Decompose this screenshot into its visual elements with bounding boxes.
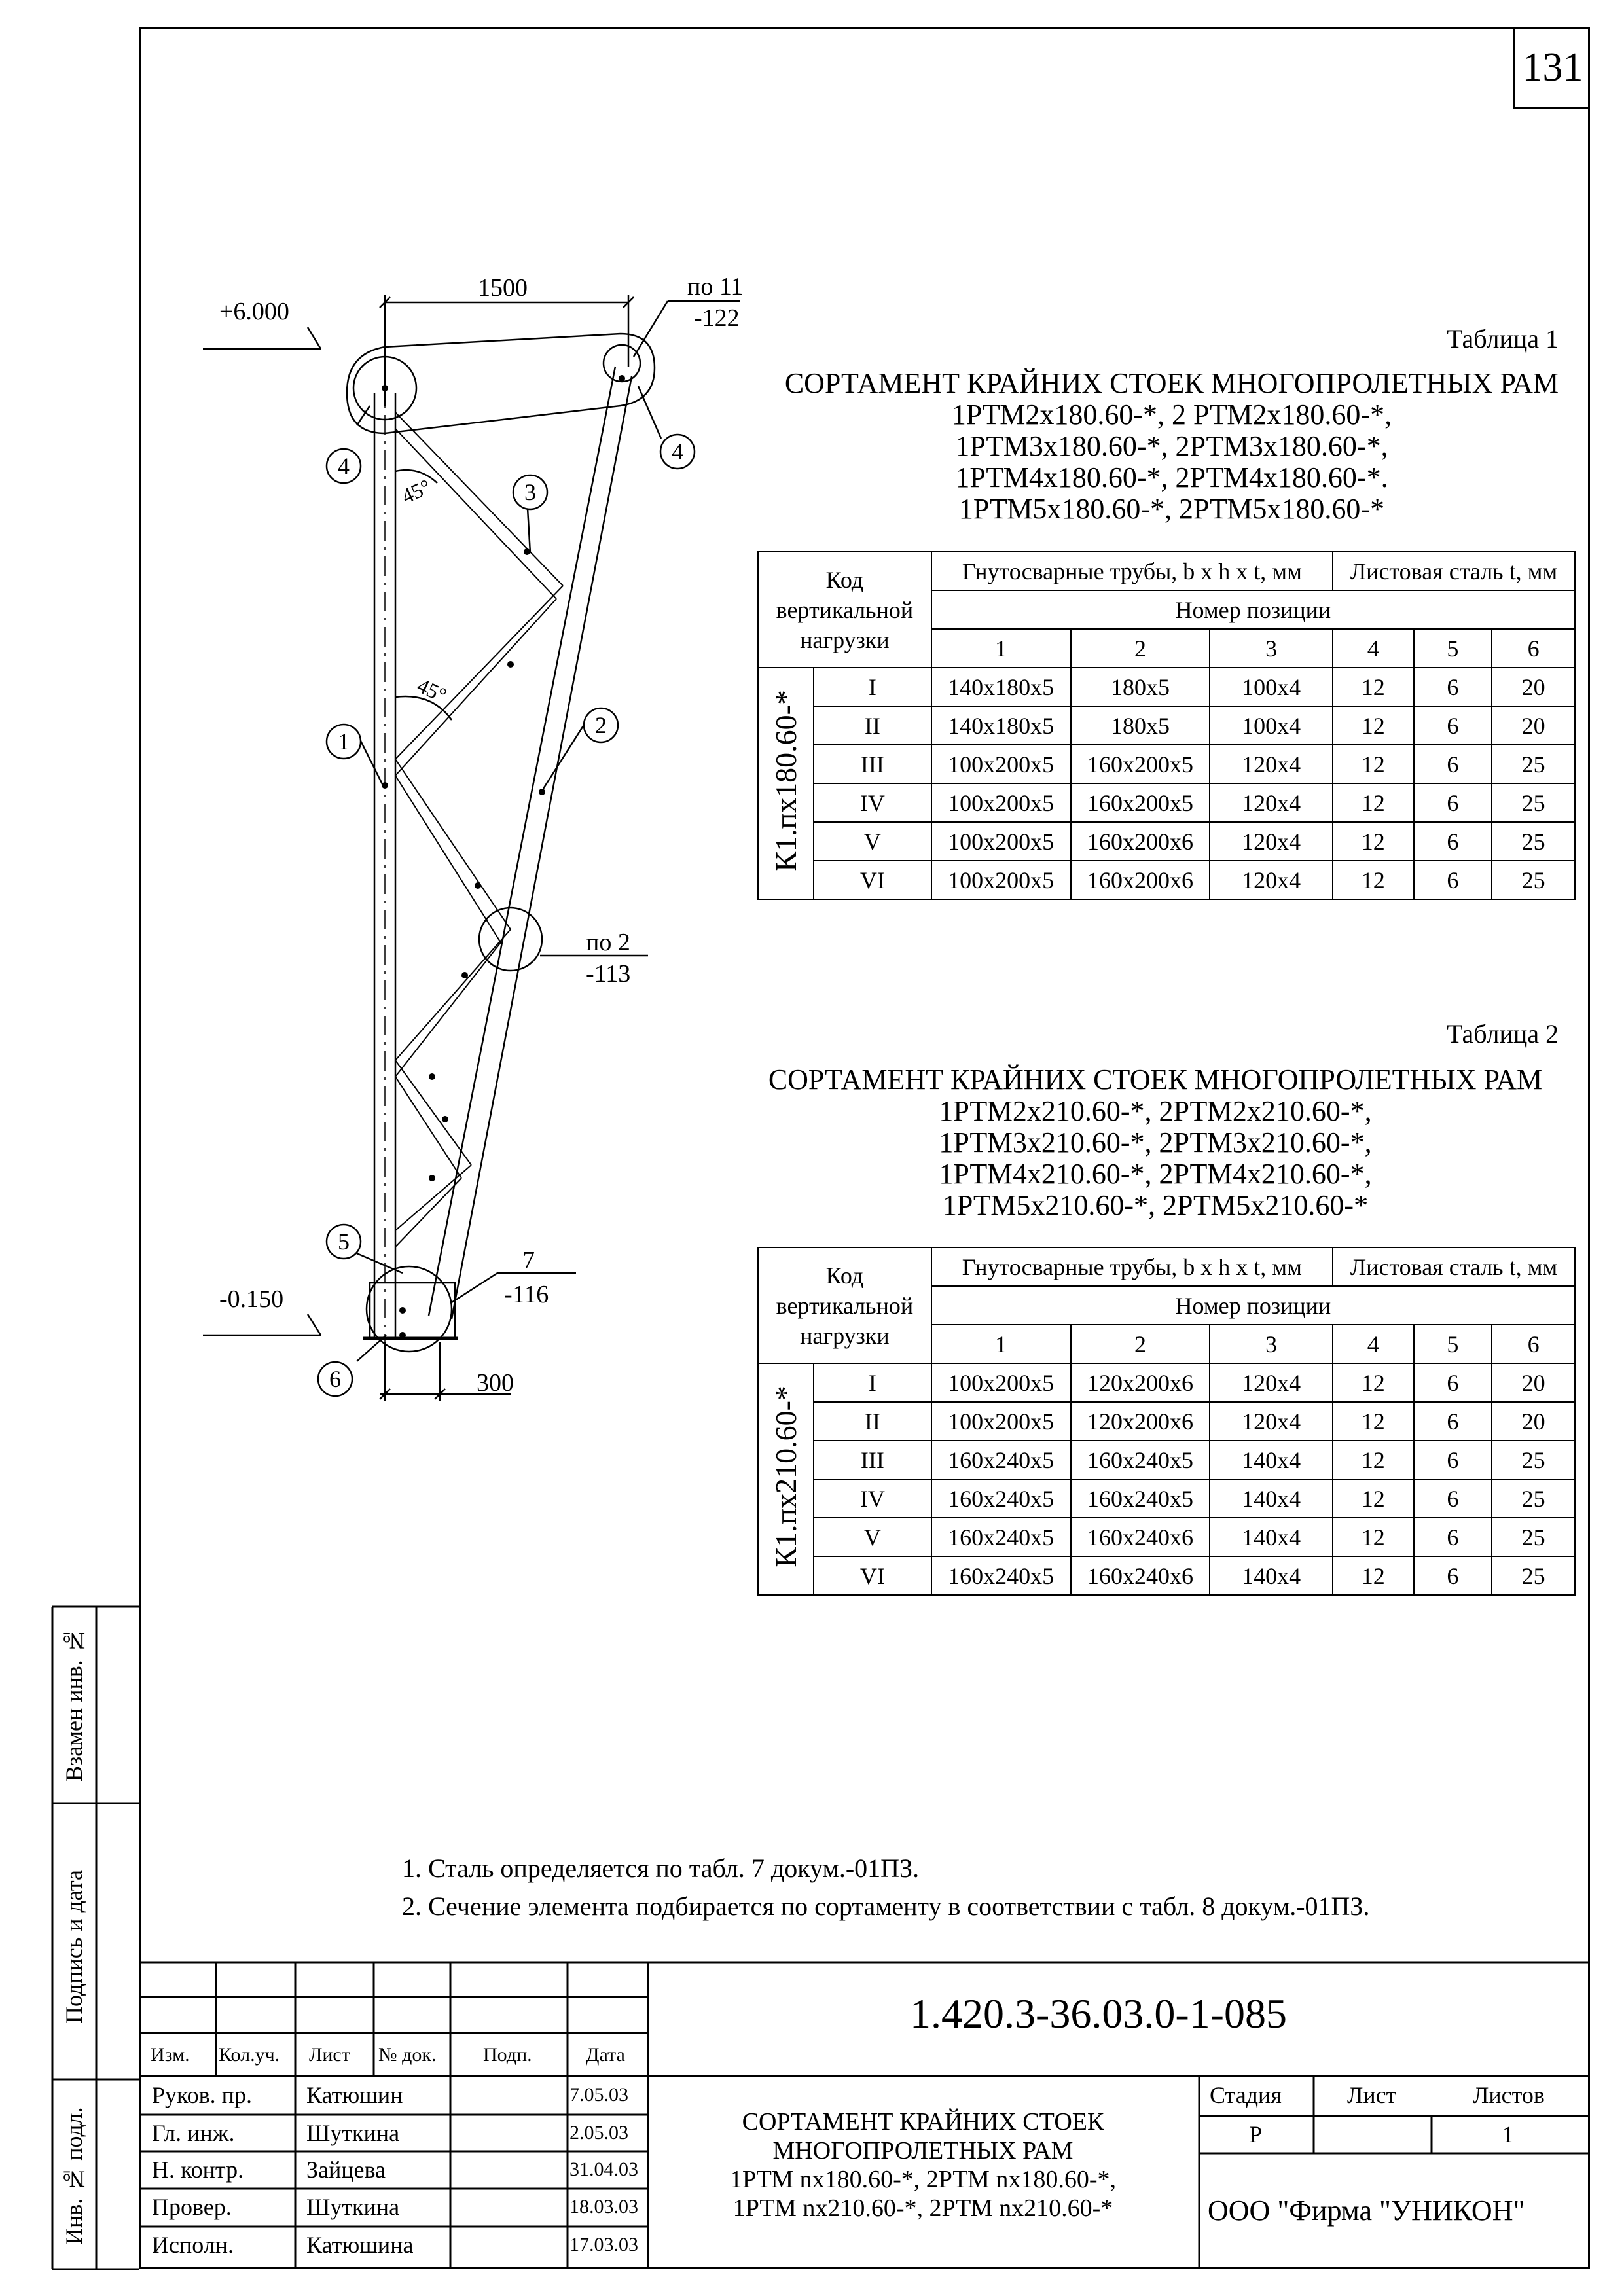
ref-mid-b: -113 bbox=[586, 960, 631, 988]
table2-head-code: Код вертикальной нагрузки bbox=[758, 1247, 931, 1363]
stage-head: Стадия bbox=[1210, 2082, 1282, 2108]
table2: Код вертикальной нагрузки Гнутосварные трубы, b x h x t, мм Листовая сталь t, мм Номер позиции 1 2 3 4 5 6 К1.пх210.60-* I 100х200х5 120х200х6 120х4 12 6 20 II 100х200х5 120х200х6 120х4 12 6 20 III 160х240х5 160х240х5 140х4 12 6 25 IV 160х240х5 160х240х5 140х4 12 6 25 V 160х240х5 160х240х6 140х4 12 6 25 VI 160х240х5 160х240х6 140х4 12 6 25 bbox=[757, 1247, 1576, 1596]
notes: 1. Сталь определяется по табл. 7 докум.-01ПЗ. 2. Сечение элемента подбирается по сортаменту в соответствии с табл. 8 докум.-01ПЗ. bbox=[402, 1854, 1370, 1921]
table-row: V 100х200х5 160х200х6 120х4 12 6 25 bbox=[758, 822, 1575, 861]
ref-top-a: по 11 bbox=[687, 273, 744, 300]
name-1: Шуткина bbox=[306, 2120, 400, 2146]
table-row: II 100х200х5 120х200х6 120х4 12 6 20 bbox=[758, 1402, 1575, 1441]
table-row: К1.пх210.60-* I 100х200х5 120х200х6 120х4 12 6 20 bbox=[758, 1363, 1575, 1402]
table-row: IV 100х200х5 160х200х5 120х4 12 6 25 bbox=[758, 783, 1575, 822]
side-label-replace: Взамен инв. № bbox=[61, 1628, 87, 1782]
date-2: 31.04.03 bbox=[569, 2159, 638, 2180]
col-head-list: Лист bbox=[309, 2044, 350, 2066]
marker-4-right: 4 bbox=[672, 439, 683, 465]
ref-bottom-b: -116 bbox=[504, 1281, 549, 1308]
table-row: VI 160х240х5 160х240х6 140х4 12 6 25 bbox=[758, 1556, 1575, 1595]
marker-5: 5 bbox=[338, 1229, 350, 1255]
table1-row-label: К1.пх180.60-* bbox=[758, 668, 814, 899]
side-label-inventory: Инв. № подл. bbox=[61, 2107, 87, 2246]
table1: Код вертикальной нагрузки Гнутосварные трубы, b x h x t, мм Листовая сталь t, мм Номер позиции 1 2 3 4 5 6 К1.пх180.60-* I 140х180х5 180х5 100х4 12 6 20 II 140х180х5 180х5 100х4 12 6 20 III 100х200х5 160х200х5 120х4 12 6 25 IV 100х200х5 160х200х5 120х4 12 6 25 V 100х200х5 160х200х6 120х4 12 6 25 VI 100х200х5 160х200х6 120х4 12 6 25 bbox=[757, 551, 1576, 900]
marker-4-left: 4 bbox=[338, 453, 350, 479]
name-0: Катюшин bbox=[306, 2082, 403, 2108]
table-row: IV 160х240х5 160х240х5 140х4 12 6 25 bbox=[758, 1479, 1575, 1518]
table-row: V 160х240х5 160х240х6 140х4 12 6 25 bbox=[758, 1518, 1575, 1556]
table-row: VI 100х200х5 160х200х6 120х4 12 6 25 bbox=[758, 861, 1575, 899]
elevation-bottom: -0.150 bbox=[219, 1285, 284, 1313]
marker-2: 2 bbox=[595, 712, 607, 738]
name-4: Катюшина bbox=[306, 2232, 414, 2258]
side-label-signature: Подпись и дата bbox=[61, 1870, 87, 2024]
table2-title: СОРТАМЕНТ КРАЙНИХ СТОЕК МНОГОПРОЛЕТНЫХ РАМ 1РТМ2х210.60-*, 2РТМ2х210.60-*, 1РТМ3х210.60-*, 2РТМ3х210.60-*, 1РТМ4х210.60-*, 2РТМ4х210.60-*, 1РТМ5х210.60-*, 2РТМ5х210.60-* bbox=[768, 1064, 1543, 1221]
ref-mid-a: по 2 bbox=[586, 929, 630, 956]
angle-label-1: 45° bbox=[397, 474, 435, 509]
doc-number: 1.420.3-36.03.0-1-085 bbox=[910, 1990, 1287, 2037]
table-row: II 140х180х5 180х5 100х4 12 6 20 bbox=[758, 706, 1575, 745]
sheet-head: Лист bbox=[1347, 2082, 1397, 2108]
table2-head-pos: Номер позиции bbox=[931, 1286, 1575, 1325]
marker-3: 3 bbox=[524, 479, 536, 505]
role-4: Исполн. bbox=[152, 2232, 234, 2258]
marker-1: 1 bbox=[338, 728, 350, 755]
col-head-date: Дата bbox=[586, 2044, 625, 2066]
company-name: ООО "Фирма "УНИКОН" bbox=[1208, 2195, 1525, 2227]
table1-caption: Таблица 1 bbox=[1447, 324, 1559, 353]
role-1: Гл. инж. bbox=[152, 2120, 235, 2146]
name-2: Зайцева bbox=[306, 2157, 386, 2183]
name-3: Шуткина bbox=[306, 2194, 400, 2220]
role-3: Провер. bbox=[152, 2194, 232, 2220]
table2-caption: Таблица 2 bbox=[1447, 1019, 1559, 1049]
col-head-sign: Подп. bbox=[483, 2044, 532, 2066]
table2-head-tubes: Гнутосварные трубы, b x h x t, мм bbox=[931, 1247, 1333, 1286]
sheets-value: 1 bbox=[1502, 2121, 1514, 2147]
marker-6: 6 bbox=[329, 1366, 341, 1392]
col-head-kol: Кол.уч. bbox=[219, 2044, 280, 2066]
table1-head-sheet: Листовая сталь t, мм bbox=[1333, 552, 1575, 590]
table1-head-code: Код вертикальной нагрузки bbox=[758, 552, 931, 668]
dim-300: 300 bbox=[477, 1369, 514, 1397]
role-2: Н. контр. bbox=[152, 2157, 244, 2183]
page-number: 131 bbox=[1513, 27, 1590, 109]
col-head-doc: № док. bbox=[378, 2044, 437, 2066]
date-0: 7.05.03 bbox=[569, 2084, 628, 2106]
col-head-izm: Изм. bbox=[151, 2044, 190, 2066]
angle-label-2: 45° bbox=[414, 673, 450, 708]
sheets-head: Листов bbox=[1473, 2082, 1545, 2108]
table2-head-sheet: Листовая сталь t, мм bbox=[1333, 1247, 1575, 1286]
ref-top-b: -122 bbox=[694, 304, 740, 332]
elevation-top: +6.000 bbox=[219, 298, 289, 325]
table-row: III 100х200х5 160х200х5 120х4 12 6 25 bbox=[758, 745, 1575, 783]
date-1: 2.05.03 bbox=[569, 2122, 628, 2144]
ref-bottom-a: 7 bbox=[522, 1247, 535, 1274]
table1-head-tubes: Гнутосварные трубы, b x h x t, мм bbox=[931, 552, 1333, 590]
table1-head-pos: Номер позиции bbox=[931, 590, 1575, 629]
table-row: К1.пх180.60-* I 140х180х5 180х5 100х4 12 6 20 bbox=[758, 668, 1575, 706]
date-4: 17.03.03 bbox=[569, 2234, 638, 2255]
drawing-name: СОРТАМЕНТ КРАЙНИХ СТОЕК МНОГОПРОЛЕТНЫХ РАМ 1РТМ nх180.60-*, 2РТМ nх180.60-*, 1РТМ nх210.60-*, 2РТМ nх210.60-* bbox=[729, 2108, 1116, 2222]
stage-value: Р bbox=[1249, 2121, 1263, 2147]
table2-row-label: К1.пх210.60-* bbox=[758, 1363, 814, 1595]
date-3: 18.03.03 bbox=[569, 2196, 638, 2217]
role-0: Руков. пр. bbox=[152, 2082, 252, 2108]
dim-1500: 1500 bbox=[478, 274, 528, 302]
table-row: III 160х240х5 160х240х5 140х4 12 6 25 bbox=[758, 1441, 1575, 1479]
table1-title: СОРТАМЕНТ КРАЙНИХ СТОЕК МНОГОПРОЛЕТНЫХ РАМ 1РТМ2х180.60-*, 2 РТМ2х180.60-*, 1РТМ3х180.60-*, 2РТМ3х180.60-*, 1РТМ4х180.60-*, 2РТМ4х180.60-*. 1РТМ5х180.60-*, 2РТМ5х180.60-* bbox=[784, 367, 1559, 525]
